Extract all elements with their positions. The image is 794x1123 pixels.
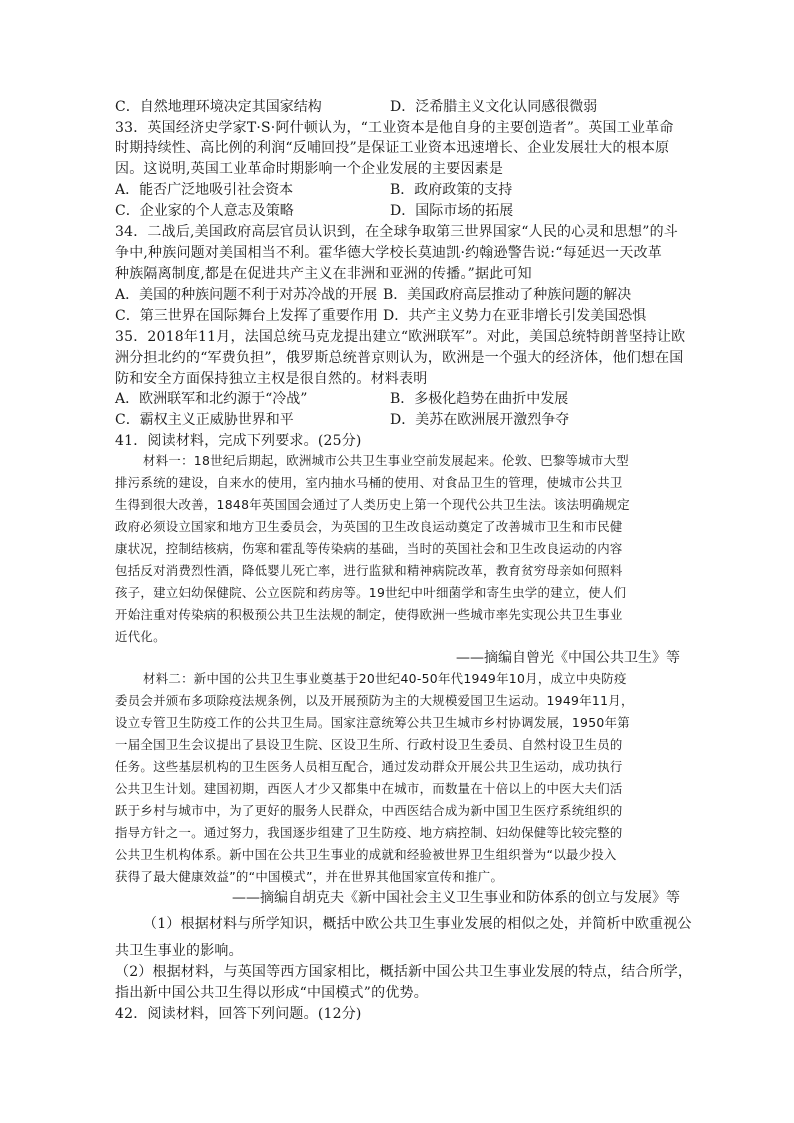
q35-option-a: A．欧洲联军和北约源于“冷战” xyxy=(115,391,308,407)
q34-option-a: A．美国的种族问题不利于对苏冷战的开展 xyxy=(115,287,378,303)
q41-material1-line: 排污系统的建设，自来水的使用，室内抽水马桶的使用、对食品卫生的管理，使城市公共卫 xyxy=(115,475,623,490)
q41-material1-line: 康状况，控制结核病，伤寒和霍乱等传染病的基础，当时的英国社会和卫生改良运动的内容 xyxy=(115,541,623,556)
q32-option-c: C．自然地理环境决定其国家结构 xyxy=(115,99,322,115)
q41-requirement-2: （2）根据材料，与英国等西方国家相比，概括新中国公共卫生事业发展的特点，结合所学， xyxy=(115,964,693,980)
q35-stem-line: 35．2018年11月，法国总统马克龙提出建立“欧洲联军”。对此，美国总统特朗普坚持让欧 xyxy=(115,329,686,345)
q33-option-d: D．国际市场的拓展 xyxy=(390,203,514,219)
q33-option-a: A．能否广泛地吸引社会资本 xyxy=(115,182,294,198)
q35-stem-line: 防和安全方面保持独立主权是很自然的。材料表明 xyxy=(115,371,428,387)
q41-material2-line: 委员会并颁布多项除疫法规条例，以及开展预防为主的大规模爱国卫生运动。1949年11月， xyxy=(115,693,634,708)
q35-stem-line: 洲分担北约的“军费负担”，俄罗斯总统普京则认为，欧洲是一个强大的经济体，他们想在国 xyxy=(115,350,684,366)
q41-title: 41．阅读材料，完成下列要求。(25分) xyxy=(115,433,362,449)
q41-source2: ——摘编自胡克夫《新中国社会主义卫生事业和防体系的创立与发展》等 xyxy=(232,890,680,906)
q41-material2-line: 跃于乡村与城市中，为了更好的服务人民群众，中西医结合成为新中国卫生医疗系统组织的 xyxy=(115,803,623,818)
q41-material2-line: 指导方针之一。通过努力，我国逐步组建了卫生防疫、地方病控制、妇幼保健等比较完整的 xyxy=(115,825,623,840)
q34-option-b: B．美国政府高层推动了种族问题的解决 xyxy=(383,287,632,303)
q33-stem-line: 33．英国经济史学家T·S·阿什顿认为，“工业资本是他自身的主要创造者”。英国工业革命 xyxy=(115,120,674,136)
q41-material1-line: 材料一：18世纪后期起，欧洲城市公共卫生事业空前发展起来。伦敦、巴黎等城市大型 xyxy=(143,453,629,468)
q34-option-d: D．共产主义势力在亚非增长引发美国恐惧 xyxy=(383,308,647,324)
q41-requirement-1-cont: 共卫生事业的影响。 xyxy=(115,943,243,959)
q34-option-c: C．第三世界在国际舞台上发挥了重要作用 xyxy=(115,308,378,324)
q35-option-b: B．多极化趋势在曲折中发展 xyxy=(390,391,569,407)
q34-stem-line: 34．二战后,美国政府高层官员认识到，在全球争取第三世界国家“人民的心灵和思想”的斗 xyxy=(115,224,678,240)
q41-material1-line: 政府必须设立国家和地方卫生委员会，为英国的卫生改良运动奠定了改善城市卫生和市民健 xyxy=(115,519,623,534)
q41-requirement-1: （1）根据材料与所学知识，概括中欧公共卫生事业发展的相似之处，并简析中欧重视公 xyxy=(143,916,692,932)
q41-material1-line: 近代化。 xyxy=(115,629,166,644)
q41-material1-line: 生得到很大改善，1848年英国国会通过了人类历史上第一个现代公共卫生法。该法明确规定 xyxy=(115,497,630,512)
q41-material1-line: 开始注重对传染病的积极预公共卫生法规的制定，使得欧洲一些城市率先实现公共卫生事业 xyxy=(115,607,623,622)
q35-option-d: D．美苏在欧洲展开激烈争夺 xyxy=(390,412,570,428)
q32-option-d: D．泛希腊主义文化认同感很微弱 xyxy=(390,99,598,115)
q33-stem-line: 时期持续性、高比例的利润“反哺回投”是保证工业资本迅速增长、企业发展壮大的根本原 xyxy=(115,140,670,156)
q41-material1-line: 孩子，建立妇幼保健院、公立医院和药房等。19世纪中叶细菌学和寄生虫学的建立，使人们 xyxy=(115,585,627,600)
q41-requirement-2-cont: 指出新中国公共卫生得以形成“中国模式”的优势。 xyxy=(115,985,428,1001)
q41-material2-line: 一届全国卫生会议提出了县设卫生院、区设卫生所、行政村设卫生委员、自然村设卫生员的 xyxy=(115,737,623,752)
q33-option-b: B．政府政策的支持 xyxy=(390,182,513,198)
q42-title: 42．阅读材料，回答下列问题。(12分) xyxy=(115,1006,362,1022)
q34-stem-line: 种族隔离制度,都是在促进共产主义在非洲和亚洲的传播。”据此可知 xyxy=(115,266,532,282)
q35-option-c: C．霸权主义正威胁世界和平 xyxy=(115,412,294,428)
q41-material2-line: 设立专管卫生防疫工作的公共卫生局。国家注意统筹公共卫生城市乡村协调发展，1950年第 xyxy=(115,715,630,730)
q34-stem-line: 争中,种族问题对美国相当不利。霍华德大学校长莫迪凯·约翰逊警告说:“每延迟一天改革 xyxy=(115,245,662,261)
q41-material2-line: 公共卫生机构体系。新中国在公共卫生事业的成就和经验被世界卫生组织誉为“以最少投入 xyxy=(115,847,617,862)
q41-material2-line: 获得了最大健康效益”的“中国模式”，并在世界其他国家宣传和推广。 xyxy=(115,869,504,884)
q33-option-c: C．企业家的个人意志及策略 xyxy=(115,203,294,219)
q41-material1-line: 包括反对消费烈性酒，降低婴儿死亡率，进行监狱和精神病院改革，教育贫穷母亲如何照料 xyxy=(115,563,623,578)
q41-material2-line: 公共卫生计划。建国初期，西医人才少又都集中在城市，而数量在十倍以上的中医大夫们活 xyxy=(115,781,623,796)
q41-source1: ——摘编自曾光《中国公共卫生》等 xyxy=(456,650,680,666)
q33-stem-line: 因。这说明,英国工业革命时期影响一个企业发展的主要因素是 xyxy=(115,161,504,177)
q41-material2-line: 材料二：新中国的公共卫生事业奠基于20世纪40-50年代1949年10月，成立中央防疫 xyxy=(143,671,627,686)
q41-material2-line: 任务。这些基层机构的卫生医务人员相互配合，通过发动群众开展公共卫生运动，成功执行 xyxy=(115,759,623,774)
